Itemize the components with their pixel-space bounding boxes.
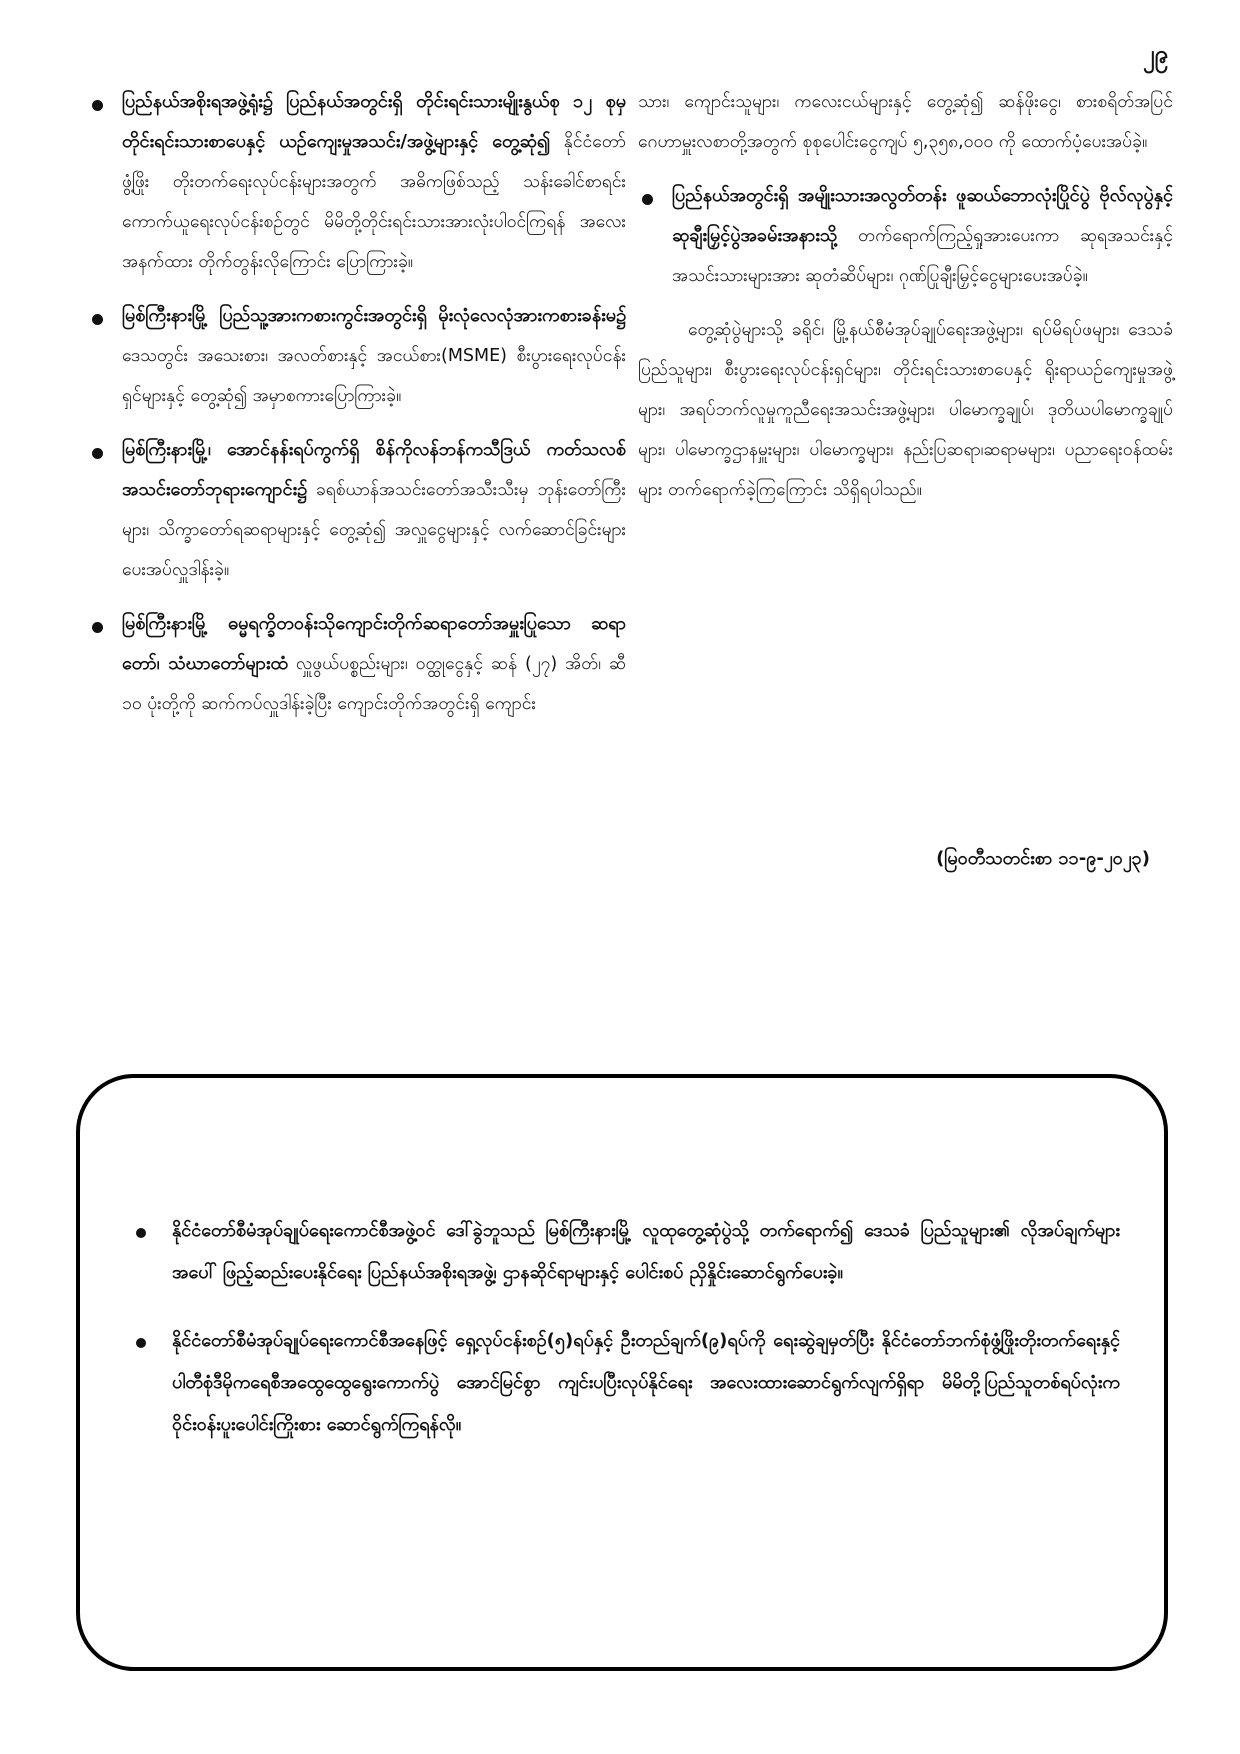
item-lead: ပြည်နယ်အတွင်းရှိ အမျိုးသားအလွတ်တန်း ဖူဆယ်ဘောလုံးပြိုင်ပွဲ ဗိုလ်လုပွဲနှင့် ဆုချီးမြှင့်ပွဲအခမ်းအနားသို့ xyxy=(672,185,1173,246)
bullet-item xyxy=(88,604,626,724)
source-citation: (မြဝတီသတင်းစာ ၁၁-၉-၂၀၂၃) xyxy=(936,848,1150,869)
item-lead: ပြည်နယ်အစိုးရအဖွဲ့ရုံး၌ ပြည်နယ်အတွင်းရှိ တိုင်းရင်းသားမျိုးနွယ်စု ၁၂ စုမှ တိုင်းရင်းသားစာပေနှင့် ယဉ်ကျေးမှုအသင်း/အဖွဲ့များနှင့် တွေ့ဆုံ၍ xyxy=(122,91,626,152)
continuation-paragraph: သား၊ ကျောင်းသူများ၊ ကလေးငယ်များနှင့် တွေ့ဆုံ၍ ဆန်ဖိုးငွေ၊ စားစရိတ်အပြင် ဂေဟာမှူးလစာတို့အတွက် စုစုပေါင်းငွေကျပ် ၅,၃၅၈,၀၀၀ ကို ထောက်ပံ့ပေးအပ်ခဲ့။ xyxy=(638,92,1173,152)
item-text xyxy=(122,430,626,590)
item-body: ဒေသတွင်း အသေးစား၊ အလတ်စားနှင့် အငယ်စား(MSME) စီးပွားရေးလုပ်ငန်းရှင်များနှင့် တွေ့ဆုံ၍ အမှာစကားပြောကြားခဲ့။ xyxy=(122,346,626,406)
bullet-icon xyxy=(92,622,103,633)
item-text xyxy=(122,296,626,416)
item-lead: မြစ်ကြီးနားမြို့ ဓမ္မရက္ခိတဝန်းသိုကျောင်းတိုက်ဆရာတော်အမှူးပြုသော ဆရာ တော်၊ သံဃာတော်များထံ xyxy=(122,613,626,674)
bullet-item xyxy=(88,82,626,282)
item-text xyxy=(122,604,626,724)
bullet-icon xyxy=(92,314,103,325)
item-text xyxy=(122,82,626,282)
box-item-text: နိုင်ငံတော်စီမံအုပ်ချုပ်ရေးကောင်စီအနေဖြင့် ရှေ့လုပ်ငန်းစဉ်(၅)ရပ်နှင့် ဦးတည်ချက်(၉)ရပ်ကို ရေးဆွဲချမှတ်ပြီး နိုင်ငံတော်ဘက်စုံဖွံ့ဖြိုးတိုးတက်ရေးနှင့် ပါတီစုံဒီမိုကရေစီအထွေထွေရွေးကောက်ပွဲ အောင်မြင်စွာ ကျင်းပပြီးလုပ်နိုင်ရေး အလေးထားဆောင်ရွက်လျက်ရှိရာ မိမိတို့ပြည်သူတစ်ရပ်လုံးက ဝိုင်းဝန်းပူးပေါင်းကြိုးစား ဆောင်ရွက်ကြရန်လို။ xyxy=(172,1330,1120,1435)
item-body: နိုင်ငံတော်ဖွံ့ဖြိုး တိုးတက်ရေးလုပ်ငန်းများအတွက် အဓိကဖြစ်သည့် သန်းခေါင်စာရင်း ကောက်ယူရေးလုပ်ငန်းစဉ်တွင် မိမိတို့တိုင်းရင်းသားအားလုံးပါဝင်ကြရန် အလေးအနက်ထား တိုက်တွန်းလိုကြောင်း ပြောကြားခဲ့။ xyxy=(122,132,626,272)
bullet-icon xyxy=(92,100,103,111)
right-column xyxy=(638,82,1173,524)
item-text xyxy=(672,176,1173,296)
item-body: တက်ရောက်ကြည့်ရှုအားပေးကာ ဆုရအသင်းနှင့် အသင်းသားများအား ဆုတံဆိပ်များ၊ ဂုဏ်ပြုချီးမြှင့်ငွေများပေးအပ်ခဲ့။ xyxy=(672,226,1173,286)
bullet-item xyxy=(88,296,626,416)
bullet-icon xyxy=(136,1338,146,1348)
highlight-box xyxy=(76,1074,1168,1671)
bullet-item xyxy=(88,430,626,590)
highlight-box-content xyxy=(124,1210,1120,1472)
box-bullet-item xyxy=(124,1210,1120,1294)
box-item-text: နိုင်ငံတော်စီမံအုပ်ချုပ်ရေးကောင်စီအဖွဲ့ဝင် ဒေါ်ခွဲဘူသည် မြစ်ကြီးနားမြို့ လူထုတွေ့ဆုံပွဲသို့ တက်ရောက်၍ ဒေသခံ ပြည်သူများ၏ လိုအပ်ချက်များအပေါ် ဖြည့်ဆည်းပေးနိုင်ရေး ပြည်နယ်အစိုးရအဖွဲ့၊ ဌာနဆိုင်ရာများနှင့် ပေါင်းစပ် ညှိနှိုင်းဆောင်ရွက်ပေးခဲ့။ xyxy=(172,1220,1120,1283)
bullet-icon xyxy=(136,1228,146,1238)
bullet-icon xyxy=(642,194,653,205)
box-bullet-item xyxy=(124,1320,1120,1446)
item-lead: မြစ်ကြီးနားမြို့ ပြည်သူ့အားကစားကွင်းအတွင်းရှိ မိုးလုံလေလုံအားကစားခန်းမ၌ xyxy=(122,305,626,326)
left-column xyxy=(88,82,626,738)
page-number: ၂၉ xyxy=(1142,40,1168,68)
item-body: လှူဖွယ်ပစ္စည်းများ၊ ဝတ္ထုငွေနှင့် ဆန် (၂၇) အိတ်၊ ဆီ ၁၀ ပုံးတို့ကို ဆက်ကပ်လှူဒါန်းခဲ့ပြီး ကျောင်းတိုက်အတွင်းရှိ ကျောင်း xyxy=(122,654,626,714)
item-body: ခရစ်ယာန်အသင်းတော်အသီးသီးမှ ဘုန်းတော်ကြီးများ၊ သိက္ခာတော်ရဆရာများနှင့် တွေ့ဆုံ၍ အလှူငွေများနှင့် လက်ဆောင်ခြင်းများ ပေးအပ်လှူဒါန်းခဲ့။ xyxy=(122,480,626,580)
bullet-icon xyxy=(92,448,103,459)
item-lead: မြစ်ကြီးနားမြို့၊ အောင်နန်းရပ်ကွက်ရှိ စိန်ကိုလန်ဘန်ကသီဒြယ် ကတ်သလစ် အသင်းတော်ဘုရားကျောင်း၌ xyxy=(122,439,626,500)
summary-paragraph: တွေ့ဆုံပွဲများသို့ ခရိုင်၊ မြို့နယ်စီမံအုပ်ချုပ်ရေးအဖွဲ့များ၊ ရပ်မိရပ်ဖများ၊ ဒေသခံပြည်သူများ၊ စီးပွားရေးလုပ်ငန်းရှင်များ၊ တိုင်းရင်းသားစာပေနှင့် ရိုးရာယဉ်ကျေးမှုအဖွဲ့များ၊ အရပ်ဘက်လူမှုကူညီရေးအသင်းအဖွဲ့များ၊ ပါမောက္ခချုပ်၊ ဒုတိယပါမောက္ခချုပ်များ၊ ပါမောက္ခဌာနမှူးများ၊ ပါမောက္ခများ၊ နည်းပြဆရာ၊ဆရာမများ၊ ပညာရေးဝန်ထမ်းများ တက်ရောက်ခဲ့ကြကြောင်း သိရှိရပါသည်။ xyxy=(638,320,1173,500)
bullet-item xyxy=(638,176,1173,296)
